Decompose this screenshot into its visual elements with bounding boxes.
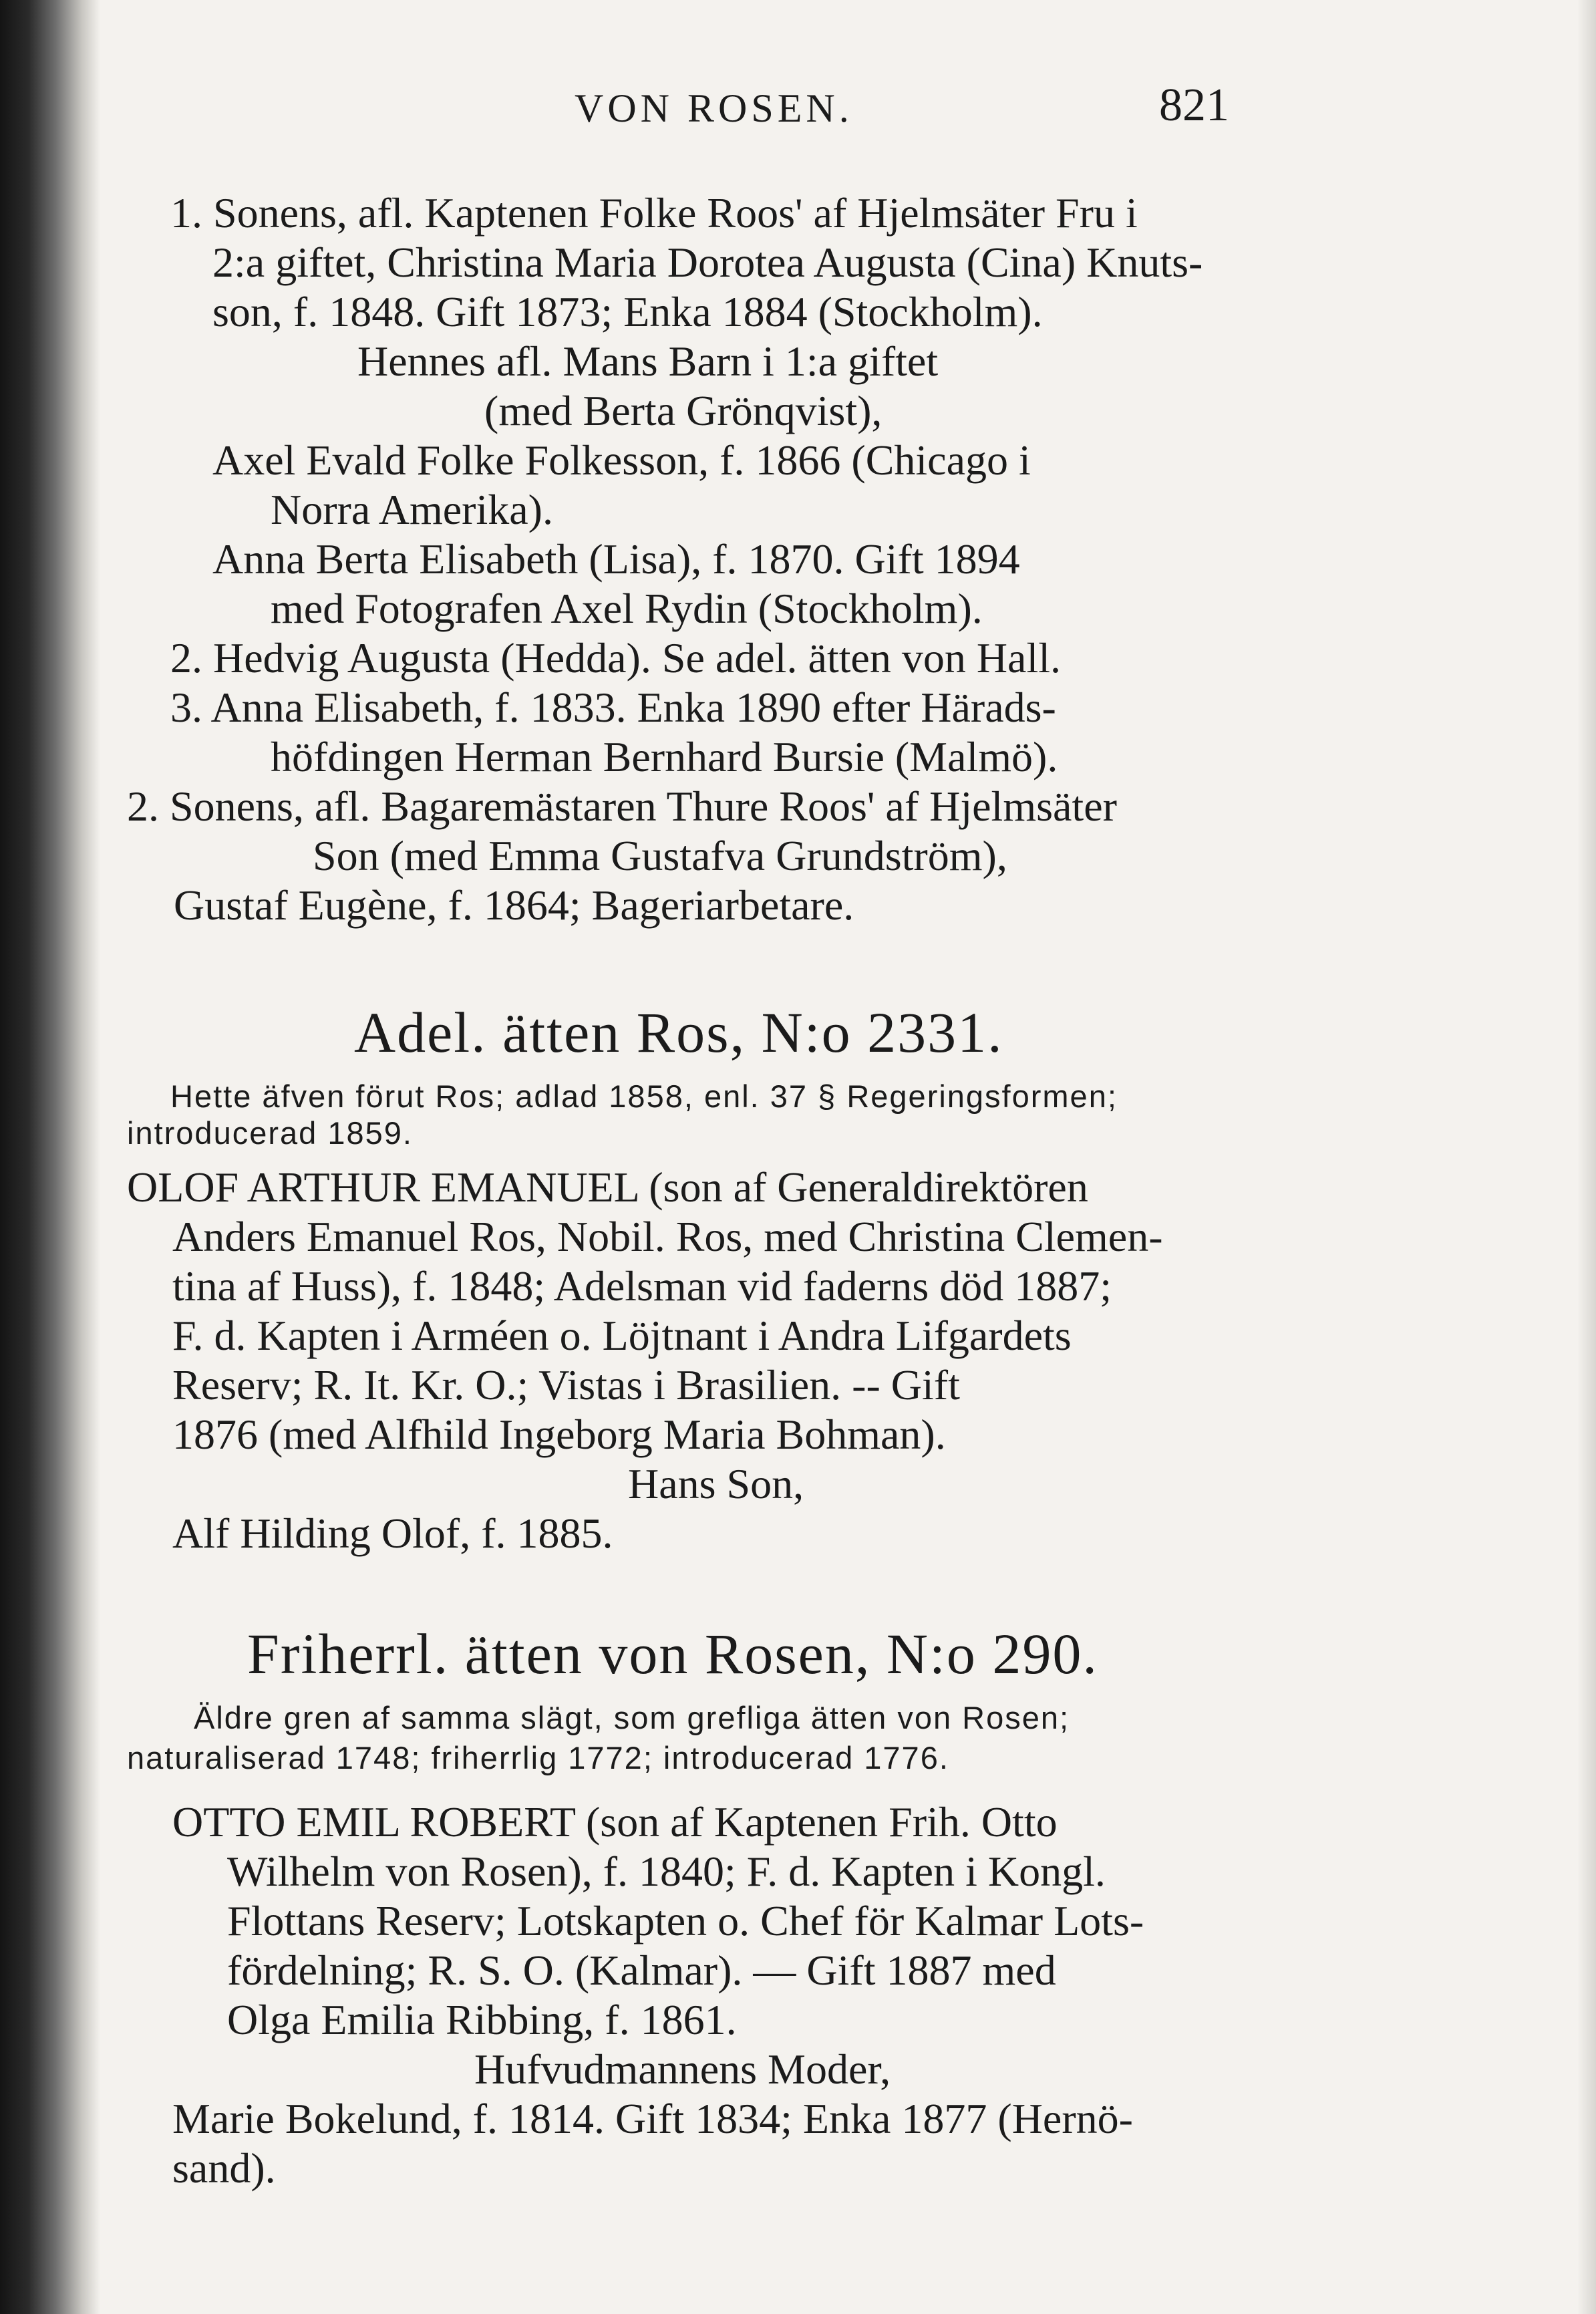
text-line: OLOF ARTHUR EMANUEL (son af Generaldirektören	[127, 1163, 1088, 1211]
page-number: 821	[1159, 80, 1229, 131]
text-line: Wilhelm von Rosen), f. 1840; F. d. Kapten i Kongl.	[227, 1848, 1106, 1895]
text-line: 1876 (med Alfhild Ingeborg Maria Bohman).	[172, 1411, 946, 1458]
text-line: Axel Evald Folke Folkesson, f. 1866 (Chicago i	[212, 436, 1031, 484]
text-line: Hufvudmannens Moder,	[474, 2045, 891, 2093]
text-line: OTTO EMIL ROBERT (son af Kaptenen Frih. Otto	[172, 1798, 1058, 1846]
text-line: Reserv; R. It. Kr. O.; Vistas i Brasilien. -- Gift	[172, 1361, 960, 1409]
text-line: Flottans Reserv; Lotskapten o. Chef för Kalmar Lots-	[227, 1897, 1144, 1944]
section-heading-ros: Adel. ätten Ros, N:o 2331.	[354, 1000, 1003, 1064]
section-note-ros-1: Hette äfven förut Ros; adlad 1858, enl. 37 § Regeringsformen;	[170, 1078, 1118, 1114]
text-line: Olga Emilia Ribbing, f. 1861.	[227, 1996, 737, 2043]
text-line: (med Berta Grönqvist),	[484, 387, 883, 434]
text-line: tina af Huss), f. 1848; Adelsman vid faderns död 1887;	[172, 1262, 1112, 1310]
section-heading-von-rosen: Friherrl. ätten von Rosen, N:o 290.	[247, 1622, 1098, 1686]
text-line: Marie Bokelund, f. 1814. Gift 1834; Enka 1877 (Hernö-	[172, 2095, 1133, 2142]
text-line: med Fotografen Axel Rydin (Stockholm).	[271, 585, 983, 632]
text-line: sand).	[172, 2144, 276, 2192]
text-line: son, f. 1848. Gift 1873; Enka 1884 (Stockholm).	[212, 288, 1043, 335]
text-line: Alf Hilding Olof, f. 1885.	[172, 1509, 613, 1557]
section-note-ros-2: introducerad 1859.	[127, 1115, 413, 1151]
text-line: 1. Sonens, afl. Kaptenen Folke Roos' af Hjelmsäter Fru i	[170, 189, 1138, 237]
text-line: Norra Amerika).	[271, 486, 553, 533]
section-note-von-rosen-1: Äldre gren af samma slägt, som grefliga ätten von Rosen;	[194, 1700, 1070, 1735]
text-line: Hans Son,	[628, 1460, 804, 1507]
text-line: Gustaf Eugène, f. 1864; Bageriarbetare.	[174, 881, 854, 929]
text-line: Hennes afl. Mans Barn i 1:a giftet	[357, 337, 939, 385]
text-line: 3. Anna Elisabeth, f. 1833. Enka 1890 efter Härads-	[170, 684, 1056, 731]
text-line: F. d. Kapten i Arméen o. Löjtnant i Andra Lifgardets	[172, 1312, 1072, 1359]
text-line: Anders Emanuel Ros, Nobil. Ros, med Christina Clemen-	[172, 1213, 1163, 1260]
text-line: höfdingen Herman Bernhard Bursie (Malmö).	[271, 733, 1058, 780]
section-note-von-rosen-2: naturaliserad 1748; friherrlig 1772; introducerad 1776.	[127, 1740, 949, 1775]
text-line: 2. Sonens, afl. Bagaremästaren Thure Roos' af Hjelmsäter	[127, 782, 1117, 830]
running-header: VON ROSEN.	[575, 86, 853, 130]
text-line: Son (med Emma Gustafva Grundström),	[313, 832, 1007, 879]
text-line: 2. Hedvig Augusta (Hedda). Se adel. ätten von Hall.	[170, 634, 1061, 682]
text-line: fördelning; R. S. O. (Kalmar). — Gift 1887 med	[227, 1946, 1056, 1994]
text-line: Anna Berta Elisabeth (Lisa), f. 1870. Gift 1894	[212, 535, 1020, 583]
text-line: 2:a giftet, Christina Maria Dorotea Augusta (Cina) Knuts-	[212, 239, 1203, 286]
